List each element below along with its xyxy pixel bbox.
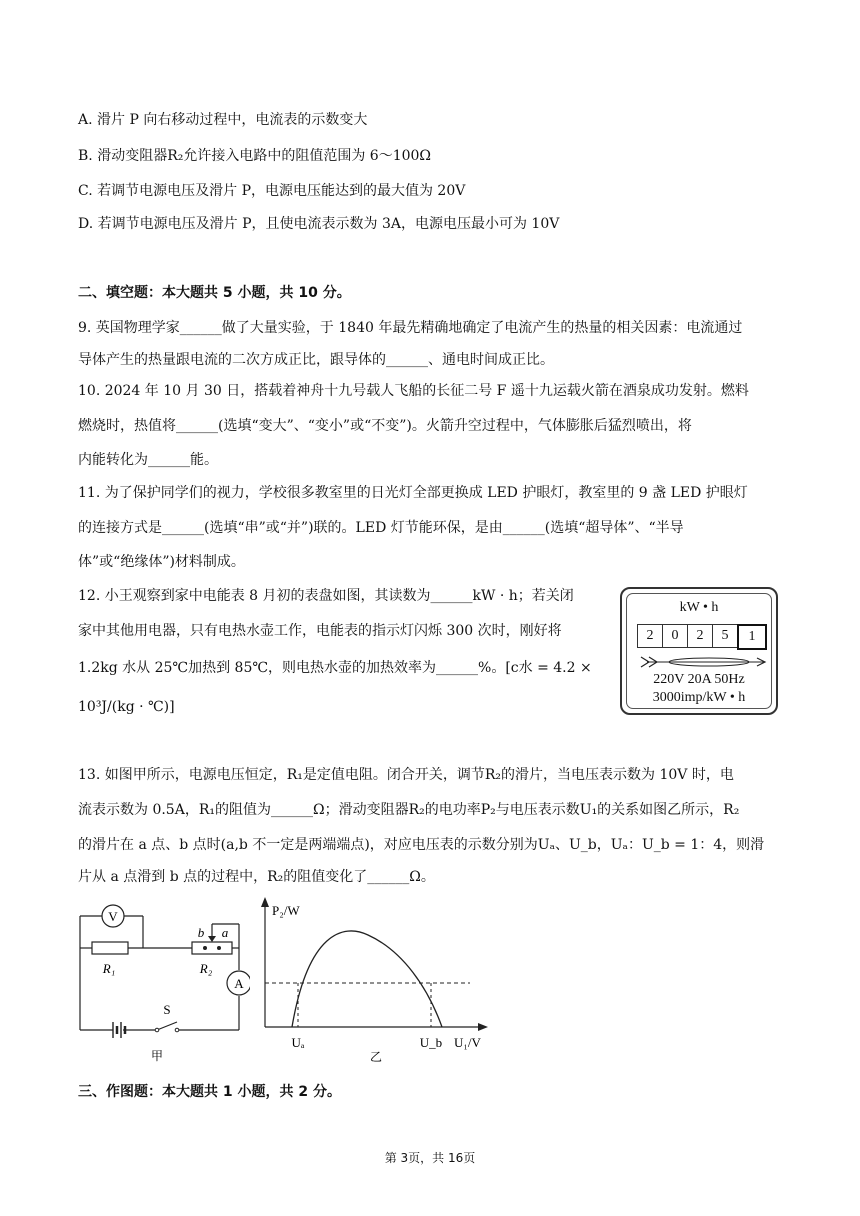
graph-xlabel: U₁/V	[454, 1035, 481, 1050]
power-curve	[292, 931, 442, 1027]
switch-label: S	[163, 1002, 171, 1017]
q11-line-3: 体”或“绝缘体”)材料制成。	[78, 554, 245, 570]
q13-line-1: 13. 如图甲所示，电源电压恒定，R₁是定值电阻。闭合开关，调节R₂的滑片，当电压表示数为 10V 时，电	[78, 767, 734, 783]
r1-label: R₁	[102, 961, 116, 976]
q10-line-2: 燃烧时，热值将______(选填“变大”、“变小”或“不变”)。火箭升空过程中，气体膨胀后猛烈喷出，将	[78, 418, 692, 434]
ammeter-label: A	[234, 976, 244, 991]
q13-line-2: 流表示数为 0.5A，R₁的阻值为______Ω；滑动变阻器R₂的电功率P₂与电压表示数U₁的关系如图乙所示，R₂	[78, 802, 740, 818]
point-a-label: a	[221, 925, 229, 940]
q12-line-3: 1.2kg 水从 25℃加热到 85℃，则电热水壶的加热效率为______%。[c水 = 4.2 ×	[78, 660, 592, 676]
q12-line-4: 10³J/(kg · ℃)]	[78, 699, 175, 715]
q13-line-3: 的滑片在 a 点、b 点时(a,b 不一定是两端端点)，对应电压表的示数分别为Uₐ、U_b，Uₐ：U_b = 1：4，则滑	[78, 837, 765, 853]
q12-line-1: 12. 小王观察到家中电能表 8 月初的表盘如图，其读数为______kW · h；若关闭	[78, 588, 574, 604]
q11-line-1: 11. 为了保护同学们的视力，学校很多教室里的日光灯全部更换成 LED 护眼灯，教室里的 9 盏 LED 护眼灯	[78, 485, 748, 501]
q12-line-2: 家中其他用电器，只有电热水壶工作，电能表的指示灯闪烁 300 次时，刚好将	[78, 623, 562, 639]
graph-ylabel: P₂/W	[272, 903, 300, 918]
ua-label: Uₐ	[291, 1035, 305, 1050]
meter-unit: kW • h	[679, 600, 719, 615]
option-b: B. 滑动变阻器R₂允许接入电路中的阻值范围为 6～100Ω	[78, 148, 432, 164]
circuit-caption: 甲	[150, 1049, 164, 1063]
q10-line-3: 内能转化为______能。	[78, 452, 218, 468]
meter-digit: 5	[712, 624, 738, 648]
power-voltage-graph	[258, 893, 498, 1068]
circuit-diagram	[75, 896, 250, 1066]
q13-line-4: 片从 a 点滑到 b 点的过程中，R₂的阻值变化了______Ω。	[78, 869, 435, 885]
meter-spec-2: 3000imp/kW • h	[652, 690, 746, 705]
q11-line-2: 的连接方式是______(选填“串”或“并”)联的。LED 灯节能环保，是由______(选填“超导体”、“半导	[78, 520, 684, 536]
meter-digit: 0	[662, 624, 688, 648]
meter-digits	[637, 624, 766, 650]
electric-meter-figure	[620, 587, 778, 715]
r2-label: R₂	[199, 961, 213, 976]
q10-line-1: 10. 2024 年 10 月 30 日，搭载着神舟十九号载人飞船的长征二号 F 遥十九运载火箭在酒泉成功发射。燃料	[78, 383, 749, 399]
ub-label: U_b	[419, 1035, 443, 1050]
point-b-label: b	[197, 925, 205, 940]
q9-line-2: 导体产生的热量跟电流的二次方成正比，跟导体的______、通电时间成正比。	[78, 352, 554, 368]
meter-digit: 2	[687, 624, 713, 648]
meter-arrow-icon	[639, 654, 769, 670]
section-2-heading: 二、填空题：本大题共 5 小题，共 10 分。	[78, 285, 351, 301]
voltmeter-label: V	[108, 909, 118, 924]
meter-digit-decimal: 1	[737, 624, 767, 650]
section-3-heading: 三、作图题：本大题共 1 小题，共 2 分。	[78, 1084, 341, 1100]
meter-spec-1: 220V 20A 50Hz	[653, 672, 745, 687]
q9-line-1: 9. 英国物理学家______做了大量实验，于 1840 年最先精确地确定了电流产生的热量的相关因素：电流通过	[78, 320, 743, 336]
meter-digit: 2	[637, 624, 663, 648]
graph-caption: 乙	[369, 1050, 383, 1064]
option-a: A. 滑片 P 向右移动过程中，电流表的示数变大	[78, 112, 368, 128]
page-footer: 第 3页，共 16页	[384, 1151, 476, 1165]
option-d: D. 若调节电源电压及滑片 P，且使电流表示数为 3A，电源电压最小可为 10V	[78, 216, 560, 232]
option-c: C. 若调节电源电压及滑片 P，电源电压能达到的最大值为 20V	[78, 183, 466, 199]
